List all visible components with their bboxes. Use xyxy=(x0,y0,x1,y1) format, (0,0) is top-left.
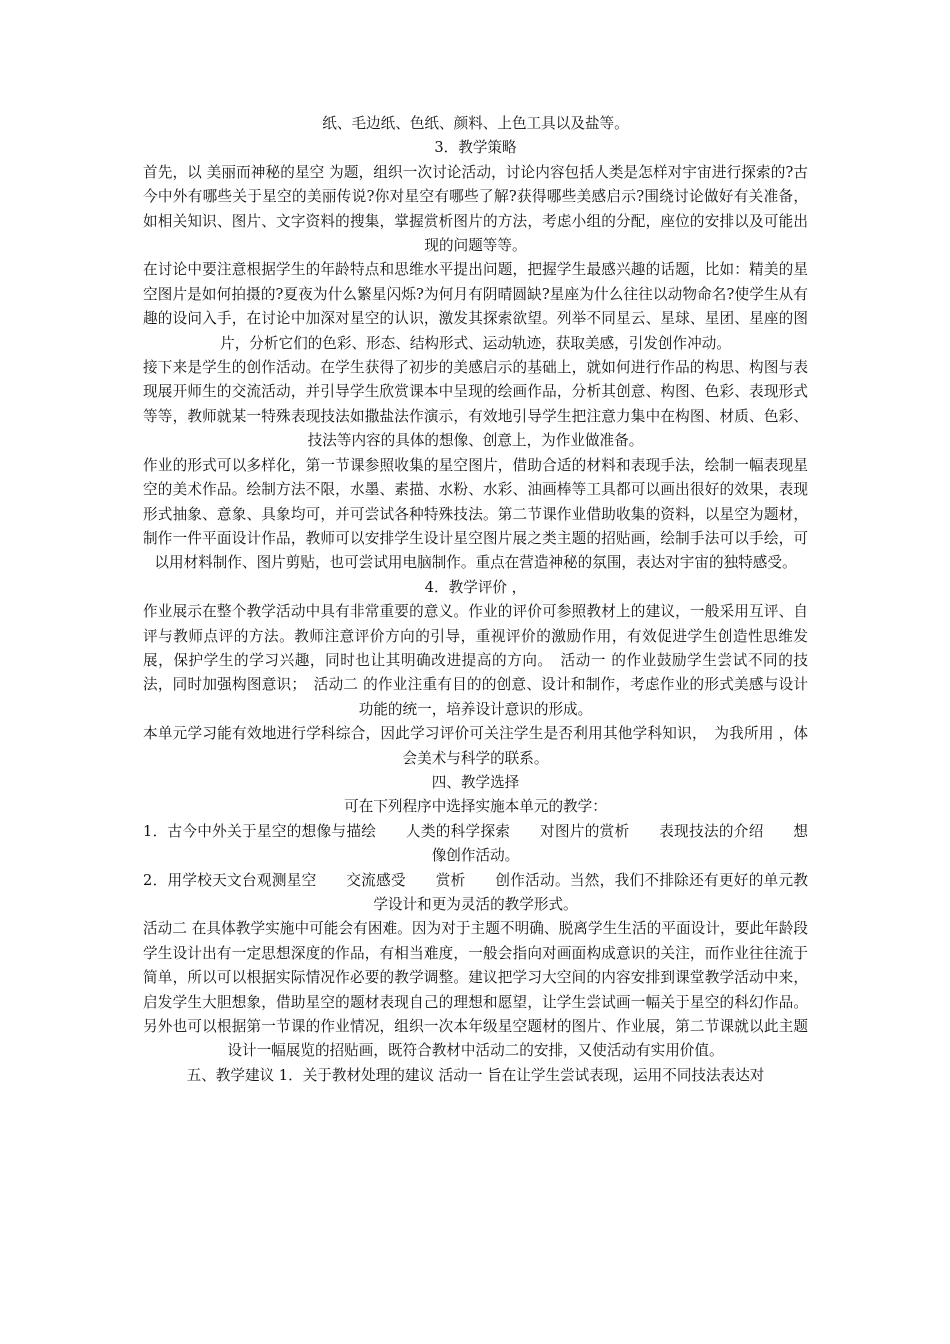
paragraph-discussion-topic: 首先，以 美丽而神秘的星空 为题，组织一次讨论活动，讨论内容包括人类是怎样对宇宙进行探索的?古今中外有哪些关于星空的美丽传说?你对星空有哪些了解?获得哪些美感启示?围绕讨论做好有关准备，如相关知识、图片、文字资料的搜集，掌握赏析图片的方法，考虑小组的分配，座位的安排以及可能出现的问题等等。 xyxy=(143,163,808,255)
paragraph-assignment-forms: 作业的形式可以多样化，第一节课参照收集的星空图片，借助合适的材料和表现手法，绘制一幅表现星空的美术作品。绘制方法不限，水墨、素描、水粉、水彩、油画棒等工具都可以画出很好的效果，表现形式抽象、意象、具象均可，并可尝试各种特殊技法。第二节课作业借助收集的资料，以星空为题材，制作一件平面设计作品，教师可以安排学生设计星空图片展之类主题的招贴画，绘制手法可以手绘，可以用材料制作、图片剪贴，也可尝试用电脑制作。重点在营造神秘的氛围，表达对宇宙的独特感受。 xyxy=(143,456,808,572)
paragraph-interdisciplinary: 本单元学习能有效地进行学科综合，因此学习评价可关注学生是否利用其他学科知识， 为我所用 ，体会美术与科学的联系。 xyxy=(143,725,808,767)
paragraph-materials: 纸、毛边纸、色纸、颜料、上色工具以及盐等。 xyxy=(322,115,629,132)
paragraph-discussion-questions: 在讨论中要注意根据学生的年龄特点和思维水平提出问题，把握学生最感兴趣的话题，比如：精美的星空图片是如何拍摄的?夏夜为什么繁星闪烁?为何月有阴晴圆缺?星座为什么往往以动物命名?使学生从有趣的设问入手，在讨论中加深对星空的认识，激发其探索欲望。列举不同星云、星球、星团、星座的图片，分析它们的色彩、形态、结构形式、运动轨迹，获取美感，引发创作冲动。 xyxy=(143,261,808,352)
list-item-option-2: 2．用学校天文台观测星空 交流感受 赏析 创作活动。当然，我们不排除还有更好的单元教学设计和更为灵活的教学形式。 xyxy=(143,871,808,913)
paragraph-evaluation: 作业展示在整个教学活动中具有非常重要的意义。作业的评价可参照教材上的建议，一般采用互评、自评与教师点评的方法。教师注意评价方向的引导，重视评价的激励作用，有效促进学生创造性思维发展，保护学生的学习兴趣，同时也让其明确改进提高的方向。 活动一 的作业鼓励学生尝试不同的技法，同时加强构图意识； 活动二 的作业注重有目的的创意、设计和制作，考虑作业的形式美感与设计功能的统一，培养设计意识的形成。 xyxy=(143,603,808,718)
list-item-option-1: 1．古今中外关于星空的想像与描绘 人类的科学探索 对图片的赏析 表现技法的介绍 想像创作活动。 xyxy=(143,822,808,865)
paragraph-creative-activity: 接下来是学生的创作活动。在学生获得了初步的美感启示的基础上，就如何进行作品的构思、构图与表现展开师生的交流活动，并引导学生欣赏课本中呈现的绘画作品，分析其创意、构图、色彩、表现形式等等，教师就某一特殊表现技法如撒盐法作演示，有效地引导学生把注意力集中在构图、材质、色彩、技法等内容的具体的想像、创意上，为作业做准备。 xyxy=(143,359,808,450)
heading-teaching-evaluation: 4．教学评价 ， xyxy=(424,578,527,596)
paragraph-choice-intro: 可在下列程序中选择实施本单元的教学： xyxy=(344,798,607,816)
paragraph-teaching-suggestions: 五、教学建议 1．关于教材处理的建议 活动一 旨在让学生尝试表现，运用不同技法表达对 xyxy=(186,1066,765,1084)
heading-teaching-strategy: 3．教学策略 xyxy=(434,139,517,157)
heading-teaching-choice: 四、教学选择 xyxy=(431,773,520,791)
document-page xyxy=(143,112,808,1088)
paragraph-activity-two: 活动二 在具体教学实施中可能会有困难。因为对于主题不明确、脱离学生生活的平面设计，要此年龄段学生设计出有一定思想深度的作品，有相当难度，一般会指向对画面构成意识的关注，而作业往往流于简单，所以可以根据实际情况作必要的教学调整。建议把学习大空间的内容安排到课堂教学活动中来，启发学生大胆想象，借助星空的题材表现自己的理想和愿望，让学生尝试画一幅关于星空的科幻作品。另外也可以根据第一节课的作业情况，组织一次本年级星空题材的图片、作业展，第二节课就以此主题设计一幅展览的招贴画，既符合教材中活动二的安排，又使活动有实用价值。 xyxy=(143,920,808,1060)
